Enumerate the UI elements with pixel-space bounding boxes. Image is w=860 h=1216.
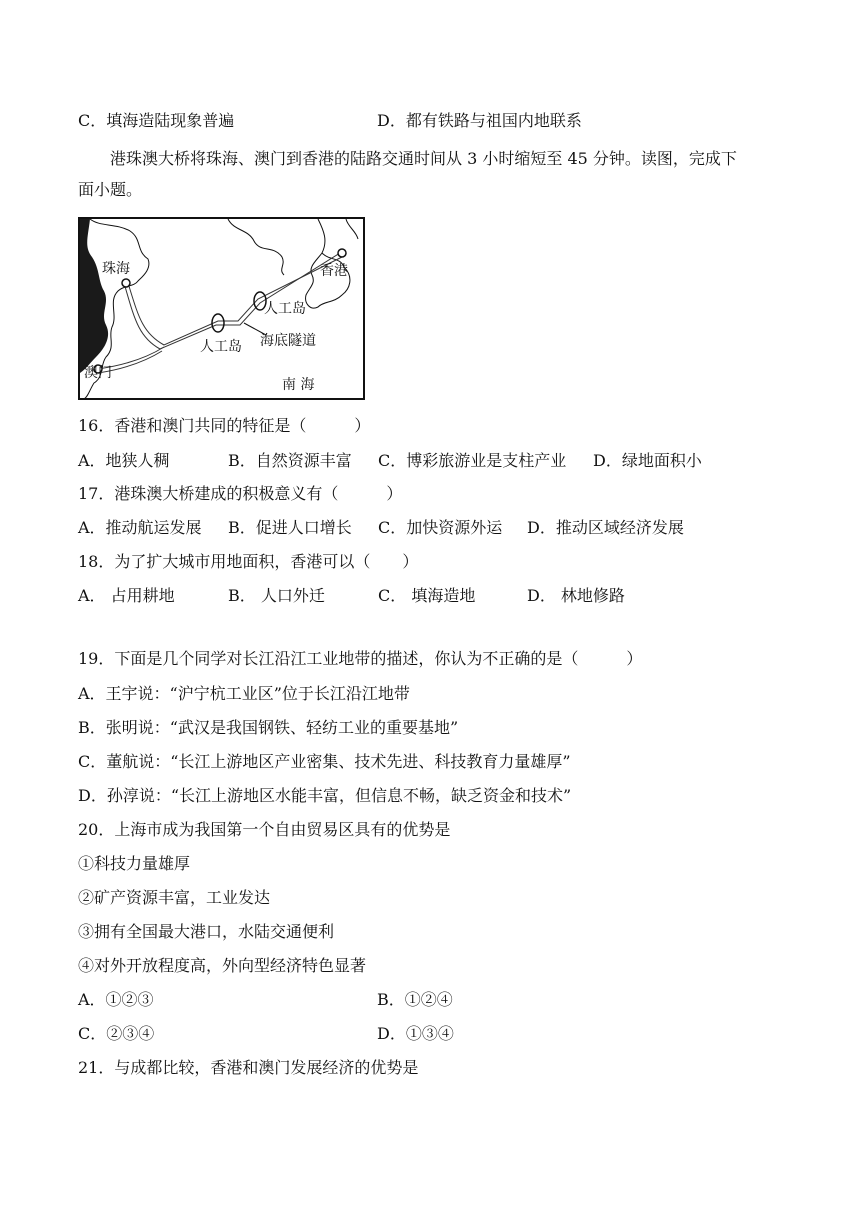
q18-option-a: A． 占用耕地 (78, 586, 175, 605)
q20-option-b: B．①②④ (377, 990, 453, 1009)
label-island-west: 人工岛 (200, 339, 242, 355)
q16-option-d: D．绿地面积小 (593, 451, 702, 470)
map-frame (79, 218, 364, 399)
q19-stem: 19．下面是几个同学对长江沿江工业地带的描述，你认为不正确的是（ ） (78, 649, 643, 668)
hongkong-node (338, 249, 346, 257)
q20-item-2: ②矿产资源丰富，工业发达 (78, 888, 271, 907)
label-tunnel: 海底隧道 (260, 333, 316, 349)
bridge-map (78, 217, 365, 400)
option-d: D．都有铁路与祖国内地联系 (377, 111, 582, 130)
q20-item-3: ③拥有全国最大港口，水陆交通便利 (78, 922, 335, 941)
q21-stem: 21．与成都比较，香港和澳门发展经济的优势是 (78, 1058, 419, 1077)
q17-option-c: C．加快资源外运 (378, 518, 503, 537)
intro-line-2: 面小题。 (78, 180, 143, 199)
q17-stem: 17．港珠澳大桥建成的积极意义有（ ） (78, 484, 403, 503)
q19-option-d: D．孙淳说：“长江上游地区水能丰富，但信息不畅，缺乏资金和技术” (78, 786, 572, 805)
zhuhai-node (122, 279, 130, 287)
q20-item-1: ①科技力量雄厚 (78, 854, 191, 873)
q16-option-a: A．地狭人稠 (78, 451, 170, 470)
q16-option-b: B．自然资源丰富 (228, 451, 352, 470)
q20-option-c: C．②③④ (78, 1024, 155, 1043)
label-zhuhai: 珠海 (102, 261, 130, 277)
q19-option-a: A．王宇说：“沪宁杭工业区”位于长江沿江地带 (78, 684, 410, 703)
label-hongkong: 香港 (320, 263, 348, 279)
q16-stem: 16．香港和澳门共同的特征是（ ） (78, 416, 371, 435)
q20-item-4: ④对外开放程度高，外向型经济特色显著 (78, 956, 367, 975)
q18-stem: 18．为了扩大城市用地面积，香港可以（ ） (78, 552, 419, 571)
q19-option-b: B．张明说：“武汉是我国钢铁、轻纺工业的重要基地” (78, 718, 459, 737)
option-c: C．填海造陆现象普遍 (78, 111, 235, 130)
label-island-east: 人工岛 (264, 301, 306, 317)
q18-option-d: D． 林地修路 (527, 586, 625, 605)
q20-stem: 20．上海市成为我国第一个自由贸易区具有的优势是 (78, 820, 451, 839)
q17-option-a: A．推动航运发展 (78, 518, 202, 537)
q20-option-a: A．①②③ (78, 990, 154, 1009)
q18-option-b: B． 人口外迁 (228, 586, 325, 605)
intro-line-1: 港珠澳大桥将珠海、澳门到香港的陆路交通时间从 3 小时缩短至 45 分钟。读图，完成下 (110, 149, 737, 168)
label-macau: 澳门 (84, 365, 112, 381)
q19-option-c: C．董航说：“长江上游地区产业密集、技术先进、科技教育力量雄厚” (78, 752, 571, 771)
q20-option-d: D．①③④ (377, 1024, 454, 1043)
q18-option-c: C． 填海造地 (378, 586, 476, 605)
q17-option-d: D．推动区域经济发展 (527, 518, 684, 537)
label-south-sea: 南 海 (282, 377, 315, 393)
q17-option-b: B．促进人口增长 (228, 518, 352, 537)
q16-option-c: C．博彩旅游业是支柱产业 (378, 451, 567, 470)
